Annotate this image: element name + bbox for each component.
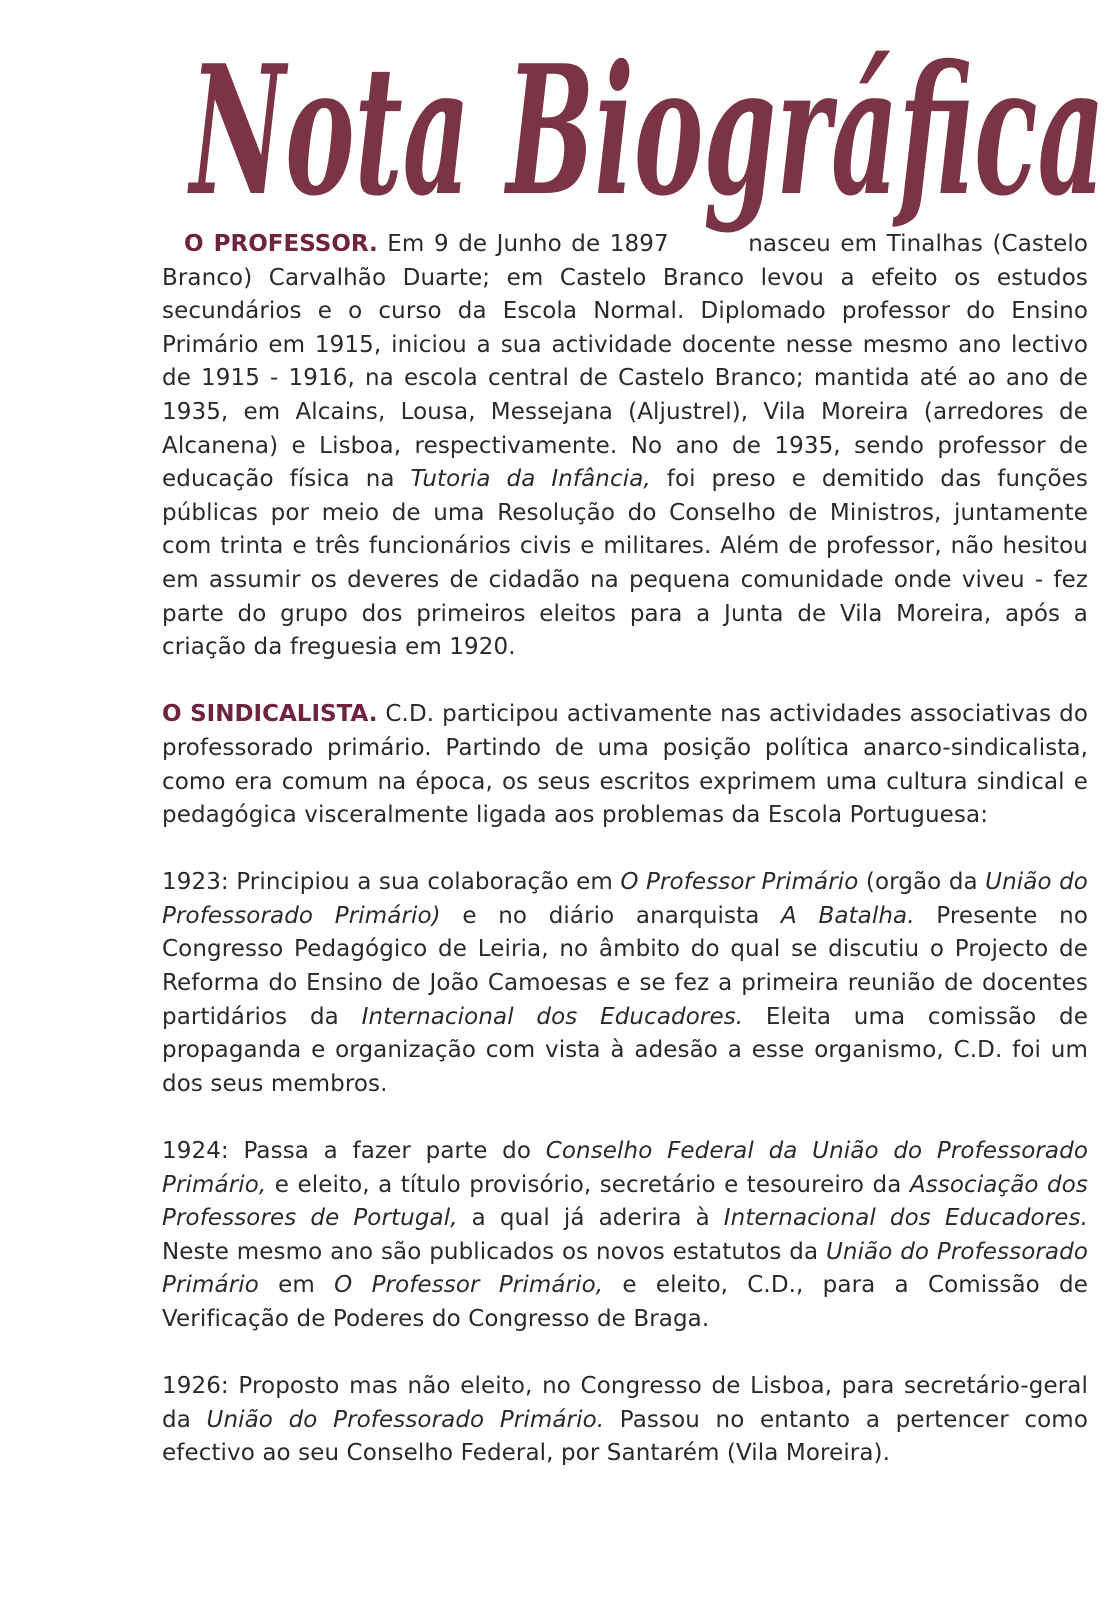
y1924-italic-3: Internacional dos Educadores. bbox=[723, 1205, 1088, 1232]
year-1923-paragraph bbox=[162, 866, 1088, 1101]
professor-italic-1: Tutoria da Infância, bbox=[410, 466, 651, 493]
sindicalista-lead: O SINDICALISTA. bbox=[162, 701, 378, 728]
year-1924-paragraph bbox=[162, 1135, 1088, 1337]
professor-text-4: Castelo bbox=[559, 264, 647, 291]
y1923-text-1: 1923: Principiou a sua colaboração em bbox=[162, 869, 621, 896]
y1924-text-5: em bbox=[258, 1272, 335, 1299]
y1924-italic-2: Associação dos Professores de Portugal, bbox=[162, 1171, 1089, 1232]
professor-paragraph bbox=[162, 228, 1088, 665]
y1926-italic-1: União do Professorado Primário. bbox=[206, 1406, 605, 1433]
professor-text-3: em Tinalhas (Castelo Branco) Carvalhão Duarte; em bbox=[162, 231, 1088, 291]
sindicalista-paragraph bbox=[162, 698, 1088, 832]
y1923-italic-1: O Professor Primário bbox=[620, 869, 859, 896]
indent-space bbox=[162, 228, 184, 262]
y1924-italic-4: União do Professorado Primário bbox=[162, 1238, 1088, 1299]
y1923-text-5: Eleita uma comissão de propaganda e organização com vista à adesão a esse organismo, C.D. foi um dos seus membros. bbox=[162, 1003, 1088, 1097]
y1924-text-3: a qual já aderira à bbox=[457, 1205, 724, 1232]
y1923-text-4: Presente no Congresso Pedagógico de Leiria, no âmbito do qual se discutiu o Projecto de Reforma do Ensino de João Camoesas e se fez a primeira reunião de docentes partidários da bbox=[162, 902, 1088, 1030]
professor-text-1: Em 9 de Junho de 1897 bbox=[377, 231, 679, 257]
y1924-italic-5: O Professor Primário, bbox=[334, 1272, 604, 1299]
professor-lead: O PROFESSOR. bbox=[184, 231, 378, 257]
y1923-italic-2: União do Professorado Primário) bbox=[162, 869, 1088, 929]
y1926-text-1: 1926: Proposto mas não eleito, no Congresso de Lisboa, para secretário-geral da bbox=[162, 1373, 1088, 1433]
year-1926-paragraph bbox=[162, 1370, 1088, 1471]
y1923-text-3: e no diário anarquista bbox=[440, 902, 782, 929]
sindicalista-text: C.D. participou activamente nas actividades associativas do professorado primário. Partindo de uma posição política anarco-sindicalista, como era comum na época, os seus escritos exprimem uma cultura sindical e pedagógica visceralmente ligada aos problemas da Escola Portuguesa: bbox=[162, 701, 1089, 829]
y1923-italic-4: Internacional dos Educadores. bbox=[361, 1003, 744, 1030]
professor-text-6: foi preso e demitido das funções públicas por meio de uma Resolução do Conselho de Ministros, juntamente com trinta e três funcionários civis e militares. Além de professor, não hesitou em assumir os deveres de cidadão na pequena comunidade onde viveu - fez parte do grupo dos primeiros eleitos para a Junta de Vila Moreira, após a criação da freguesia em 1920. bbox=[162, 466, 1088, 661]
y1924-text-4: Neste mesmo ano são publicados os novos estatutos da bbox=[162, 1238, 826, 1265]
y1924-italic-1: Conselho Federal da União do Professorado Primário, bbox=[162, 1138, 1088, 1198]
title-text: Nota Biográfica bbox=[187, 26, 1105, 235]
professor-text-2: nasceu bbox=[748, 231, 831, 257]
biography-body bbox=[162, 228, 1088, 1505]
y1923-text-2: (orgão da bbox=[858, 869, 986, 896]
y1924-text-6: e eleito, C.D., para a Comissão de Verificação de Poderes do Congresso de Braga. bbox=[162, 1272, 1088, 1332]
professor-text-5: Branco levou a efeito os estudos secundários e o curso da Escola Normal. Diplomado professor do Ensino Primário em 1915, iniciou a sua actividade docente nesse mesmo ano lectivo de 1915 - 1916, na escola central de Castelo Branco; mantida até ao ano de 1935, em Alcains, Lousa, Messejana (Aljustrel), Vila Moreira (arredores de Alcanena) e Lisboa, respectivamente. No ano de 1935, sendo professor de educação física na bbox=[162, 264, 1089, 493]
y1926-text-2: Passou no entanto a pertencer como efectivo ao seu Conselho Federal, por Santarém (Vila Moreira). bbox=[162, 1406, 1088, 1467]
y1924-text-2: e eleito, a título provisório, secretário e tesoureiro da bbox=[266, 1171, 910, 1198]
y1924-text-1: 1924: Passa a fazer parte do bbox=[162, 1138, 546, 1165]
y1923-italic-3: A Batalha. bbox=[781, 902, 915, 929]
